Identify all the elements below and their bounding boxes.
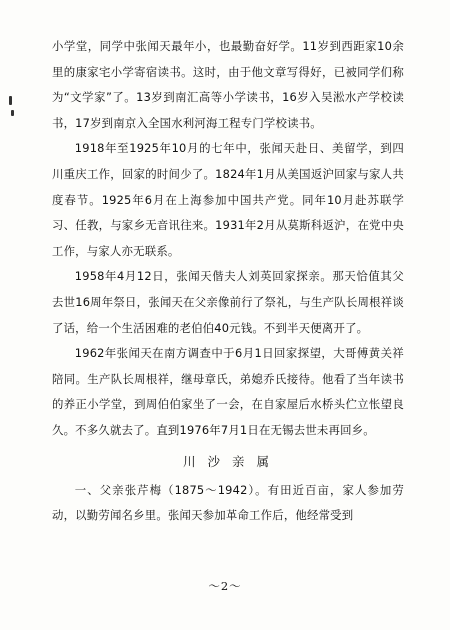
- paragraph-5: 一、父亲张芹梅（1875～1942）。有田近百亩，家人参加劳动，以勤劳闻名乡里。张闻天参加革命工作后，他经常受到: [52, 482, 404, 523]
- page-number: ～2～: [208, 579, 242, 593]
- paragraph-3: 1958年4月12日，张闻天偕夫人刘英回家探亲。那天恰值其父去世16周年祭日，张闻天在父亲像前行了祭礼，与生产队长周根祥谈了话，给一个生活困难的老伯伯40元钱。不到半天便离开了。: [52, 269, 404, 335]
- margin-ink-mark: [9, 96, 12, 105]
- margin-ink-mark: [11, 110, 14, 116]
- paragraph-1: 小学堂，同学中张闻天最年小，也最勤奋好学。11岁到西距家10余里的康家宅小学寄宿读书。这时，由于他文章写得好，已被同学们称为“文学家”了。13岁到南汇高等小学读书，16岁入吴淞水产学校读书，17岁到南京入全国水利河海工程专门学校读书。: [52, 39, 404, 130]
- document-body: [52, 34, 404, 529]
- section-title: 川 沙 亲 属: [183, 453, 273, 469]
- paragraph-4: 1962年张闻天在南方调查中于6月1日回家探望，大哥傅黄关祥陪同。生产队长周根祥，继母章氏，弟媳乔氏接待。他看了当年读书的养正小学堂，到周伯伯家坐了一会，在自家屋后水桥头伫立怅望良久。不多久就去了。直到1976年7月1日在无锡去世未再回乡。: [52, 346, 404, 437]
- paragraph-2: 1918年至1925年10月的七年中，张闻天赴日、美留学，到四川重庆工作，回家的时间少了。1824年1月从美国返沪回家与家人共度春节。1925年6月在上海参加中国共产党。同年10月赴苏联学习、任教，与家乡无音讯往来。1931年2月从莫斯科返沪，在党中央工作，与家人亦无联系。: [52, 141, 404, 258]
